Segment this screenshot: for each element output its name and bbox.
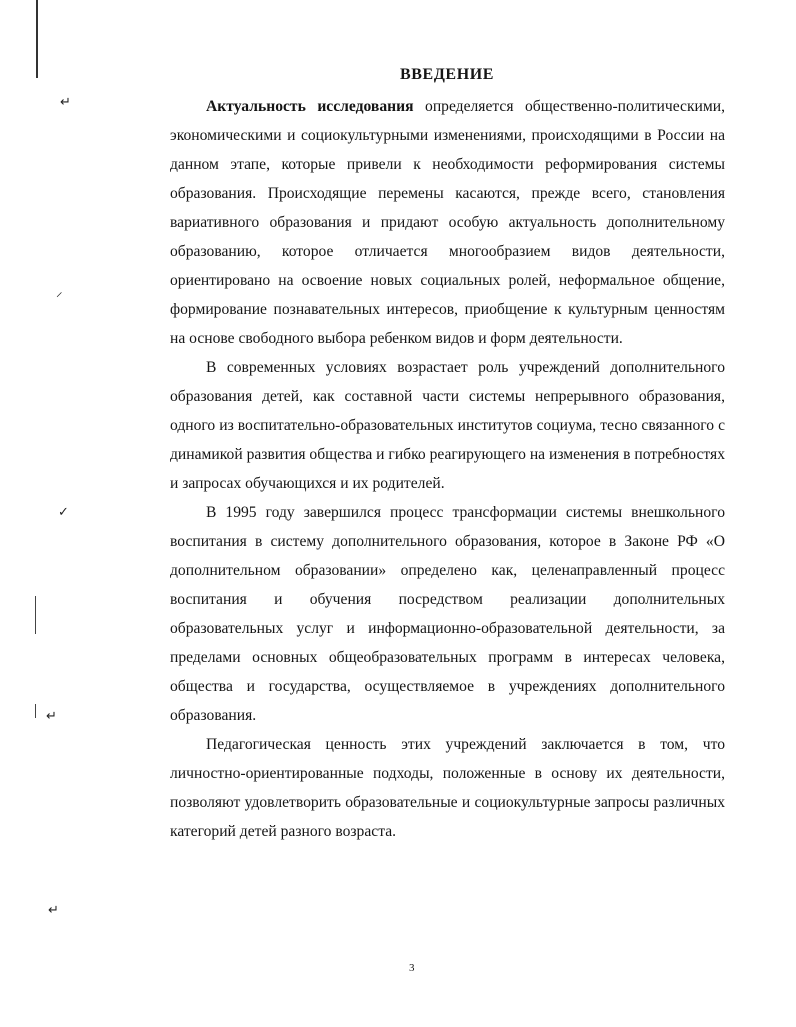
scan-tick-mark: ✓ [58,505,69,520]
scan-tick-mark: ↵ [60,95,71,110]
paragraph-text: определяется общественно-политическими, экономическими и социокультурными изменениями, происходящими в России на данном этапе, которые привели к необходимости реформирования системы образования. Происходящие перемены касаются, прежде всего, становления вариативного образования и придают особую актуальность дополнительному образованию, которое отличается многообразием видов деятельности, ориентировано на освоение новых социальных ролей, неформальное общение, формирование познавательных интересов, приобщение к культурным ценностям на основе свободного выбора ребенком видов и форм деятельности. [170,98,725,347]
scan-tick-mark: ↵ [46,709,57,724]
paragraph-1995: В 1995 году завершился процесс трансформации системы внешкольного воспитания в систему дополнительного образования, которое в Законе РФ «О дополнительном образовании» определено как, целенаправленный процесс воспитания и обучения посредством реализации дополнительных образовательных услуг и информационно-образовательной деятельности, за пределами основных общеобразовательных программ в интересах человека, общества и государства, осуществляемое в учреждениях дополнительного образования. [170,504,725,724]
scan-tick-mark: ⸝ [56,285,63,300]
scan-edge-mark [35,596,36,634]
paragraph-modern-conditions: В современных условиях возрастает роль учреждений дополнительного образования детей, как составной части системы непрерывного образования, одного из воспитательно-образовательных институтов социума, тесно связанного с динамикой развития общества и гибко реагирующего на изменения в потребностях и запросах обучающихся и их родителей. [170,359,725,492]
page-number: 3 [409,962,415,974]
paragraph-lead-bold: Актуальность исследования [206,98,414,115]
scan-edge-line [36,0,38,78]
paragraph-pedagogical-value: Педагогическая ценность этих учреждений заключается в том, что личностно-ориентированные подходы, положенные в основу их деятельности, позволяют удовлетворить образовательные и социокультурные запросы различных категорий детей разного возраста. [170,736,725,840]
page-title: ВВЕДЕНИЕ [400,66,495,83]
scan-tick-mark: ↵ [48,903,59,918]
scan-edge-mark [35,704,36,718]
document-body [170,92,725,846]
paragraph-relevance [170,92,725,353]
